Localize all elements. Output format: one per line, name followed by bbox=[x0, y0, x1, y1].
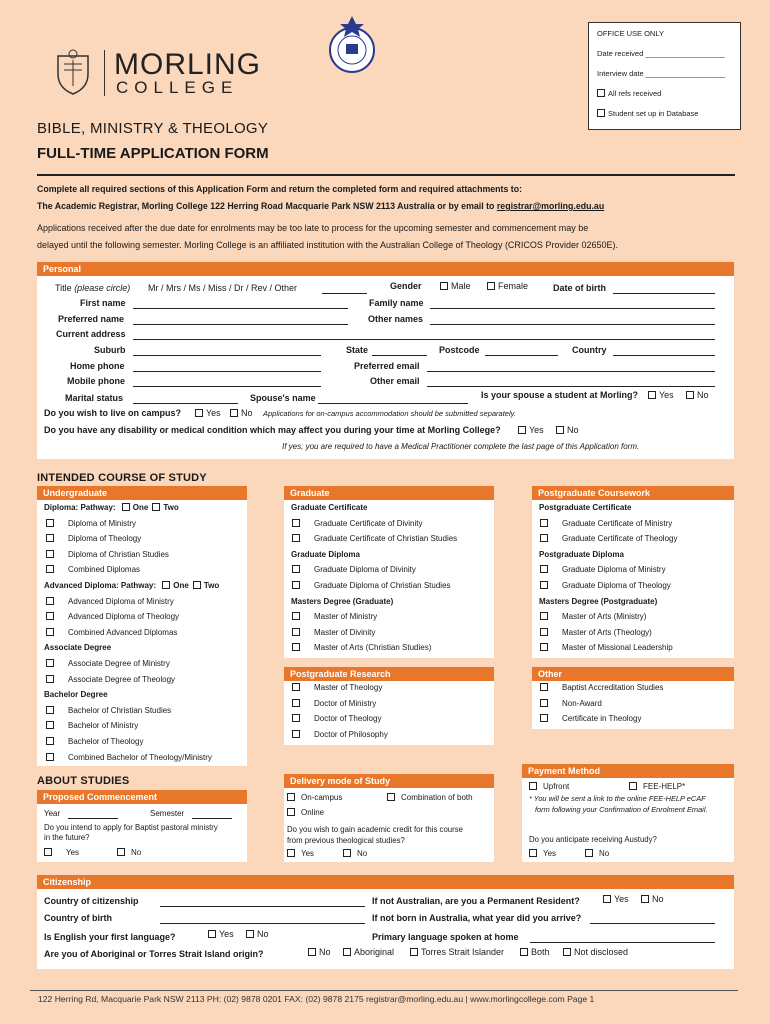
english-no-checkbox[interactable] bbox=[246, 930, 254, 938]
spouse-name-label: Spouse's name bbox=[250, 393, 316, 403]
pg-cert-1-checkbox[interactable] bbox=[540, 534, 548, 542]
ug-diploma-3 bbox=[46, 565, 140, 574]
ug-diploma-0-label: Diploma of Ministry bbox=[68, 518, 137, 528]
diploma-pathway: Diploma: Pathway: One Two bbox=[44, 503, 179, 512]
ug-adv-2-checkbox[interactable] bbox=[46, 628, 54, 636]
morling-logo bbox=[50, 48, 280, 100]
other-0-checkbox[interactable] bbox=[540, 683, 548, 691]
delivery-online: Online bbox=[287, 808, 324, 817]
masters-pg-1-checkbox[interactable] bbox=[540, 628, 548, 636]
payment-feehelp: FEE-HELP* bbox=[629, 782, 685, 791]
pastoral-q2: in the future? bbox=[44, 833, 90, 842]
pg-cert-0 bbox=[540, 519, 672, 528]
research-0 bbox=[292, 683, 382, 692]
grad-dip-0-label: Graduate Diploma of Divinity bbox=[314, 565, 416, 575]
english-no: No bbox=[246, 929, 269, 939]
masters-pg-2-checkbox[interactable] bbox=[540, 643, 548, 651]
undergrad-bar: Undergraduate bbox=[37, 486, 247, 500]
pg-dip-1 bbox=[540, 581, 671, 590]
pg-dip-0-label: Graduate Diploma of Ministry bbox=[562, 565, 666, 575]
other-bar: Other bbox=[532, 667, 734, 681]
spouse-name-field[interactable] bbox=[318, 403, 468, 404]
pg-dip-1-checkbox[interactable] bbox=[540, 581, 548, 589]
ug-diploma-1-label: Diploma of Theology bbox=[68, 534, 142, 544]
logo-morling: MORLING bbox=[114, 48, 262, 81]
payment-upfront: Upfront bbox=[529, 782, 569, 791]
austudy-yes: Yes bbox=[529, 849, 556, 858]
ug-diploma-2-label: Diploma of Christian Studies bbox=[68, 549, 169, 559]
austudy-yes-checkbox[interactable] bbox=[529, 849, 537, 857]
intro-address: The Academic Registrar, Morling College 122 Herring Road Macquarie Park NSW 2113 Australia or by email to bbox=[37, 201, 497, 211]
country-citizenship-label: Country of citizenship bbox=[44, 896, 139, 906]
feehelp-checkbox[interactable] bbox=[629, 782, 637, 790]
country-label: Country bbox=[572, 345, 607, 355]
preferred-name-field[interactable] bbox=[133, 324, 348, 325]
credit-no: No bbox=[343, 849, 367, 858]
aboriginal-checkbox[interactable] bbox=[343, 948, 351, 956]
on-campus-checkbox[interactable] bbox=[287, 793, 295, 801]
grad-dip-1-checkbox[interactable] bbox=[292, 581, 300, 589]
research-3 bbox=[292, 730, 388, 739]
bachelor-heading: Bachelor Degree bbox=[44, 690, 108, 700]
ug-bach-2-checkbox[interactable] bbox=[46, 737, 54, 745]
spouse-yes: Yes bbox=[648, 390, 674, 400]
austudy-no: No bbox=[585, 849, 609, 858]
grad-dip-1-label: Graduate Diploma of Christian Studies bbox=[314, 581, 451, 590]
not-disclosed-opt: Not disclosed bbox=[563, 947, 628, 957]
personal-bar: Personal bbox=[37, 262, 734, 276]
office-interview-date: Interview date ___________________ bbox=[597, 69, 726, 78]
ug-bach-2-label: Bachelor of Theology bbox=[68, 737, 144, 746]
office-heading: OFFICE USE ONLY bbox=[597, 29, 664, 38]
suburb-label: Suburb bbox=[94, 345, 126, 355]
pgr-bar: Postgraduate Research bbox=[284, 667, 494, 681]
other-1-label: Non-Award bbox=[562, 698, 602, 708]
grad-cert-1-checkbox[interactable] bbox=[292, 534, 300, 542]
family-name-label: Family name bbox=[369, 298, 424, 308]
office-refs-checkbox[interactable] bbox=[597, 89, 605, 97]
masters-grad-heading: Masters Degree (Graduate) bbox=[291, 596, 394, 606]
ug-bach-2 bbox=[46, 737, 143, 746]
masters-grad-1-label: Master of Divinity bbox=[314, 627, 376, 637]
ug-adv-1 bbox=[46, 612, 179, 621]
dob-label: Date of birth bbox=[553, 283, 606, 293]
masters-pg-0-checkbox[interactable] bbox=[540, 612, 548, 620]
grad-cert-0 bbox=[292, 519, 423, 528]
ug-diploma-2-checkbox[interactable] bbox=[46, 550, 54, 558]
feehelp-note2: form following your Confirmation of Enrolment Email. bbox=[535, 805, 708, 814]
pg-cert-1-label: Graduate Certificate of Theology bbox=[562, 534, 678, 544]
other-names-label: Other names bbox=[368, 314, 424, 324]
masters-grad-2-label: Master of Arts (Christian Studies) bbox=[314, 643, 432, 653]
office-db-label: Student set up in Database bbox=[608, 109, 699, 118]
pr-yes-checkbox[interactable] bbox=[603, 895, 611, 903]
pg-cert-1 bbox=[540, 534, 677, 543]
credit-no-checkbox[interactable] bbox=[343, 849, 351, 857]
office-use-box bbox=[588, 22, 741, 130]
suburb-field[interactable] bbox=[133, 355, 321, 356]
masters-grad-1-checkbox[interactable] bbox=[292, 628, 300, 636]
pg-dip-0-checkbox[interactable] bbox=[540, 565, 548, 573]
ug-bach-3 bbox=[46, 753, 212, 762]
grad-dip-heading: Graduate Diploma bbox=[291, 549, 360, 559]
credit-q1: Do you wish to gain academic credit for this course bbox=[287, 825, 463, 834]
pastoral-q1: Do you intend to apply for Baptist pastoral ministry bbox=[44, 823, 218, 832]
pgcw-bar: Postgraduate Coursework bbox=[532, 486, 734, 500]
ug-diploma-1 bbox=[46, 534, 141, 543]
other-names-field[interactable] bbox=[430, 324, 715, 325]
pg-dip-heading: Postgraduate Diploma bbox=[539, 549, 624, 559]
aboriginal-q-label: Are you of Aboriginal or Torres Strait Island origin? bbox=[44, 949, 264, 959]
gender-male: Male bbox=[440, 281, 471, 291]
research-1-label: Doctor of Ministry bbox=[314, 698, 377, 708]
aboriginal-no: No bbox=[308, 947, 331, 957]
both-opt: Both bbox=[520, 947, 550, 957]
country-birth-field[interactable] bbox=[160, 923, 365, 924]
payment-bar: Payment Method bbox=[522, 764, 734, 778]
delivery-on-campus: On-campus bbox=[287, 793, 342, 802]
pg-cert-0-checkbox[interactable] bbox=[540, 519, 548, 527]
grad-cert-0-label: Graduate Certificate of Divinity bbox=[314, 518, 423, 528]
torres-checkbox[interactable] bbox=[410, 948, 418, 956]
ug-adv-0-label: Advanced Diploma of Ministry bbox=[68, 596, 174, 606]
research-1 bbox=[292, 699, 376, 708]
year-arrive-field[interactable] bbox=[590, 923, 715, 924]
semester-label: Semester bbox=[150, 809, 185, 818]
diploma-one-checkbox[interactable] bbox=[122, 503, 130, 511]
medical-note: If yes, you are required to have a Medical Practitioner complete the last page of this Application form. bbox=[282, 442, 640, 451]
live-campus-label: Do you wish to live on campus? bbox=[44, 408, 182, 418]
home-phone-field[interactable] bbox=[133, 371, 321, 372]
intro-line1: Complete all required sections of this Application Form and return the completed form and required attachments to: bbox=[37, 184, 523, 194]
ug-bach-0-checkbox[interactable] bbox=[46, 706, 54, 714]
not-disclosed-checkbox[interactable] bbox=[563, 948, 571, 956]
research-3-checkbox[interactable] bbox=[292, 730, 300, 738]
assoc-heading: Associate Degree bbox=[44, 643, 112, 653]
state-field[interactable] bbox=[372, 355, 427, 356]
delivery-combination: Combination of both bbox=[387, 793, 473, 802]
credit-yes: Yes bbox=[287, 849, 314, 858]
title-divider bbox=[37, 174, 735, 176]
office-db-checkbox[interactable] bbox=[597, 109, 605, 117]
grad-cert-1-label: Graduate Certificate of Christian Studies bbox=[314, 534, 458, 544]
delivery-bar: Delivery mode of Study bbox=[284, 774, 494, 788]
ug-assoc-0-checkbox[interactable] bbox=[46, 659, 54, 667]
country-birth-label: Country of birth bbox=[44, 913, 112, 923]
disability-label: Do you have any disability or medical condition which may affect you during your time at Morling College? bbox=[44, 425, 501, 435]
preferred-email-label: Preferred email bbox=[354, 361, 420, 371]
other-0-label: Baptist Accreditation Studies bbox=[562, 683, 664, 692]
masters-pg-1-label: Master of Arts (Theology) bbox=[562, 627, 652, 637]
ug-diploma-3-label: Combined Diplomas bbox=[68, 565, 141, 575]
pr-no-checkbox[interactable] bbox=[641, 895, 649, 903]
aboriginal-no-checkbox[interactable] bbox=[308, 948, 316, 956]
research-0-label: Master of Theology bbox=[314, 683, 383, 692]
disability-no-checkbox[interactable] bbox=[556, 426, 564, 434]
footer-text: 122 Herring Rd, Macquarie Park NSW 2113 PH: (02) 9878 0201 FAX: (02) 9878 2175 registrar@morling.edu.au | www.morlingcollege.com Page 1 bbox=[38, 994, 595, 1004]
intro-para2: delayed until the following semester. Morling College is an affiliated institution with the Australian College of Theology (CRICOS Provider 02650E). bbox=[37, 240, 618, 250]
preferred-email-field[interactable] bbox=[427, 371, 715, 372]
ug-bach-1-label: Bachelor of Ministry bbox=[68, 721, 139, 731]
grad-cert-0-checkbox[interactable] bbox=[292, 519, 300, 527]
primary-language-field[interactable] bbox=[530, 942, 715, 943]
home-phone-label: Home phone bbox=[70, 361, 125, 371]
combination-checkbox[interactable] bbox=[387, 793, 395, 801]
research-2-label: Doctor of Theology bbox=[314, 714, 382, 724]
masters-pg-1 bbox=[540, 628, 652, 637]
other-1-checkbox[interactable] bbox=[540, 699, 548, 707]
gender-label: Gender bbox=[390, 281, 422, 291]
austudy-no-checkbox[interactable] bbox=[585, 849, 593, 857]
english-yes-checkbox[interactable] bbox=[208, 930, 216, 938]
pg-cert-heading: Postgraduate Certificate bbox=[539, 503, 632, 512]
other-1 bbox=[540, 699, 602, 708]
primary-language-label: Primary language spoken at home bbox=[372, 932, 519, 942]
other-2-label: Certificate in Theology bbox=[562, 714, 642, 724]
current-address-field[interactable] bbox=[133, 339, 715, 340]
page-title-2: FULL-TIME APPLICATION FORM bbox=[37, 145, 269, 162]
mobile-phone-label: Mobile phone bbox=[67, 376, 125, 386]
campus-no-checkbox[interactable] bbox=[230, 409, 238, 417]
pg-dip-0 bbox=[540, 565, 666, 574]
ug-bach-0 bbox=[46, 706, 171, 715]
masters-pg-2 bbox=[540, 643, 673, 652]
about-section-title: ABOUT STUDIES bbox=[37, 775, 130, 787]
adv-one-checkbox[interactable] bbox=[162, 581, 170, 589]
postcode-field[interactable] bbox=[485, 355, 558, 356]
logo-college: COLLEGE bbox=[116, 78, 239, 97]
preferred-name-label: Preferred name bbox=[58, 314, 125, 324]
english-first-label: Is English your first language? bbox=[44, 932, 176, 942]
grad-cert-1 bbox=[292, 534, 457, 543]
office-date-received: Date received ___________________ bbox=[597, 49, 725, 58]
research-1-checkbox[interactable] bbox=[292, 699, 300, 707]
grad-cert-heading: Graduate Certificate bbox=[291, 503, 368, 512]
ug-diploma-0-checkbox[interactable] bbox=[46, 519, 54, 527]
ug-assoc-0-label: Associate Degree of Ministry bbox=[68, 659, 170, 668]
office-refs-label: All refs received bbox=[608, 89, 662, 98]
english-yes: Yes bbox=[208, 929, 234, 939]
research-0-checkbox[interactable] bbox=[292, 683, 300, 691]
austudy-q: Do you anticipate receiving Austudy? bbox=[529, 835, 657, 844]
marital-status-field[interactable] bbox=[133, 403, 238, 404]
spouse-student-label: Is your spouse a student at Morling? bbox=[481, 390, 639, 400]
pr-no: No bbox=[641, 894, 664, 904]
mobile-phone-field[interactable] bbox=[133, 386, 321, 387]
marital-status-label: Marital status bbox=[65, 393, 124, 403]
female-checkbox[interactable] bbox=[487, 282, 495, 290]
feehelp-note1: * You will be sent a link to the online FEE-HELP eCAF bbox=[529, 794, 706, 803]
spouse-no-checkbox[interactable] bbox=[686, 391, 694, 399]
ug-adv-0 bbox=[46, 597, 174, 606]
adv-diploma-pathway: Advanced Diploma: Pathway: One Two bbox=[44, 581, 220, 590]
disability-yes: Yes bbox=[518, 425, 544, 435]
year-arrive-label: If not born in Australia, what year did you arrive? bbox=[372, 913, 582, 923]
ug-assoc-1 bbox=[46, 675, 175, 684]
first-name-label: First name bbox=[80, 298, 126, 308]
spouse-no: No bbox=[686, 390, 709, 400]
campus-yes-checkbox[interactable] bbox=[195, 409, 203, 417]
other-2 bbox=[540, 714, 641, 723]
ug-diploma-1-checkbox[interactable] bbox=[46, 534, 54, 542]
grad-dip-1 bbox=[292, 581, 451, 590]
ug-adv-2 bbox=[46, 628, 177, 637]
permanent-resident-label: If not Australian, are you a Permanent Resident? bbox=[372, 896, 580, 906]
campus-yes: Yes bbox=[195, 408, 221, 418]
ug-assoc-0 bbox=[46, 659, 170, 668]
masters-pg-0 bbox=[540, 612, 646, 621]
pg-dip-1-label: Graduate Diploma of Theology bbox=[562, 581, 671, 590]
crest-icon bbox=[50, 48, 96, 96]
ug-bach-3-label: Combined Bachelor of Theology/Ministry bbox=[68, 752, 212, 762]
pastoral-yes-checkbox[interactable] bbox=[44, 848, 52, 856]
ug-assoc-1-checkbox[interactable] bbox=[46, 675, 54, 683]
ug-bach-3-checkbox[interactable] bbox=[46, 753, 54, 761]
masters-grad-0-label: Master of Ministry bbox=[314, 612, 378, 622]
masters-grad-2 bbox=[292, 643, 431, 652]
page-title-1: BIBLE, MINISTRY & THEOLOGY bbox=[37, 120, 269, 137]
other-0 bbox=[540, 683, 663, 692]
pastoral-no-checkbox[interactable] bbox=[117, 848, 125, 856]
adv-two-checkbox[interactable] bbox=[193, 581, 201, 589]
title-other-line[interactable] bbox=[322, 293, 367, 294]
acu-seal-icon bbox=[320, 14, 384, 78]
commencement-bar: Proposed Commencement bbox=[37, 790, 247, 804]
other-2-checkbox[interactable] bbox=[540, 714, 548, 722]
credit-q2: from previous theological studies? bbox=[287, 836, 405, 845]
course-section-title: INTENDED COURSE OF STUDY bbox=[37, 472, 207, 484]
online-checkbox[interactable] bbox=[287, 808, 295, 816]
ug-bach-1 bbox=[46, 721, 138, 730]
ug-bach-0-label: Bachelor of Christian Studies bbox=[68, 705, 172, 715]
ug-adv-0-checkbox[interactable] bbox=[46, 597, 54, 605]
masters-grad-0-checkbox[interactable] bbox=[292, 612, 300, 620]
masters-grad-1 bbox=[292, 628, 375, 637]
ug-diploma-3-checkbox[interactable] bbox=[46, 565, 54, 573]
footer-divider bbox=[30, 990, 738, 991]
family-name-field[interactable] bbox=[430, 308, 715, 309]
male-checkbox[interactable] bbox=[440, 282, 448, 290]
ug-bach-1-checkbox[interactable] bbox=[46, 721, 54, 729]
masters-pg-0-label: Master of Arts (Ministry) bbox=[562, 612, 647, 622]
disability-yes-checkbox[interactable] bbox=[518, 426, 526, 434]
campus-no: No bbox=[230, 408, 253, 418]
diploma-two-checkbox[interactable] bbox=[152, 503, 160, 511]
grad-bar: Graduate bbox=[284, 486, 494, 500]
current-address-label: Current address bbox=[56, 329, 126, 339]
credit-yes-checkbox[interactable] bbox=[287, 849, 295, 857]
pastoral-yes: Yes bbox=[44, 848, 79, 857]
year-label: Year bbox=[44, 809, 61, 818]
pastoral-no: No bbox=[117, 848, 141, 857]
year-field[interactable] bbox=[68, 818, 118, 819]
torres-opt: Torres Strait Islander bbox=[410, 947, 504, 957]
ug-adv-1-checkbox[interactable] bbox=[46, 612, 54, 620]
citizenship-bar: Citizenship bbox=[37, 875, 734, 889]
aboriginal-opt: Aboriginal bbox=[343, 947, 394, 957]
intro-para1: Applications received after the due date for enrolments may be too late to process for the upcoming semester and commencement may be bbox=[37, 223, 589, 233]
intro-line2 bbox=[37, 201, 604, 211]
spouse-yes-checkbox[interactable] bbox=[648, 391, 656, 399]
country-citizenship-field[interactable] bbox=[160, 906, 365, 907]
ug-diploma-0 bbox=[46, 519, 136, 528]
masters-pg-2-label: Master of Missional Leadership bbox=[562, 643, 673, 653]
semester-field[interactable] bbox=[192, 818, 232, 819]
postcode-label: Postcode bbox=[439, 345, 480, 355]
research-2 bbox=[292, 714, 381, 723]
ug-adv-1-label: Advanced Diploma of Theology bbox=[68, 612, 180, 622]
country-field[interactable] bbox=[613, 355, 715, 356]
research-3-label: Doctor of Philosophy bbox=[314, 729, 388, 739]
other-email-field[interactable] bbox=[427, 386, 715, 387]
campus-note: Applications for on-campus accommodation should be submitted separately. bbox=[263, 409, 516, 418]
title-options[interactable]: Mr / Mrs / Ms / Miss / Dr / Rev / Other bbox=[148, 283, 298, 293]
upfront-checkbox[interactable] bbox=[529, 782, 537, 790]
ug-diploma-2 bbox=[46, 550, 169, 559]
pg-cert-0-label: Graduate Certificate of Ministry bbox=[562, 518, 673, 528]
state-label: State bbox=[346, 345, 369, 355]
disability-no: No bbox=[556, 425, 579, 435]
masters-grad-0 bbox=[292, 612, 377, 621]
research-2-checkbox[interactable] bbox=[292, 714, 300, 722]
masters-pg-heading: Masters Degree (Postgraduate) bbox=[539, 596, 658, 606]
masters-grad-2-checkbox[interactable] bbox=[292, 643, 300, 651]
title-label: Title (please circle) bbox=[55, 283, 131, 293]
ug-assoc-1-label: Associate Degree of Theology bbox=[68, 674, 176, 684]
grad-dip-0 bbox=[292, 565, 416, 574]
dob-field[interactable] bbox=[613, 293, 715, 294]
ug-adv-2-label: Combined Advanced Diplomas bbox=[68, 627, 178, 637]
gender-female: Female bbox=[487, 281, 528, 291]
grad-dip-0-checkbox[interactable] bbox=[292, 565, 300, 573]
first-name-field[interactable] bbox=[133, 308, 348, 309]
other-email-label: Other email bbox=[370, 376, 420, 386]
registrar-email-link[interactable]: registrar@morling.edu.au bbox=[496, 201, 605, 211]
both-checkbox[interactable] bbox=[520, 948, 528, 956]
pr-yes: Yes bbox=[603, 894, 629, 904]
